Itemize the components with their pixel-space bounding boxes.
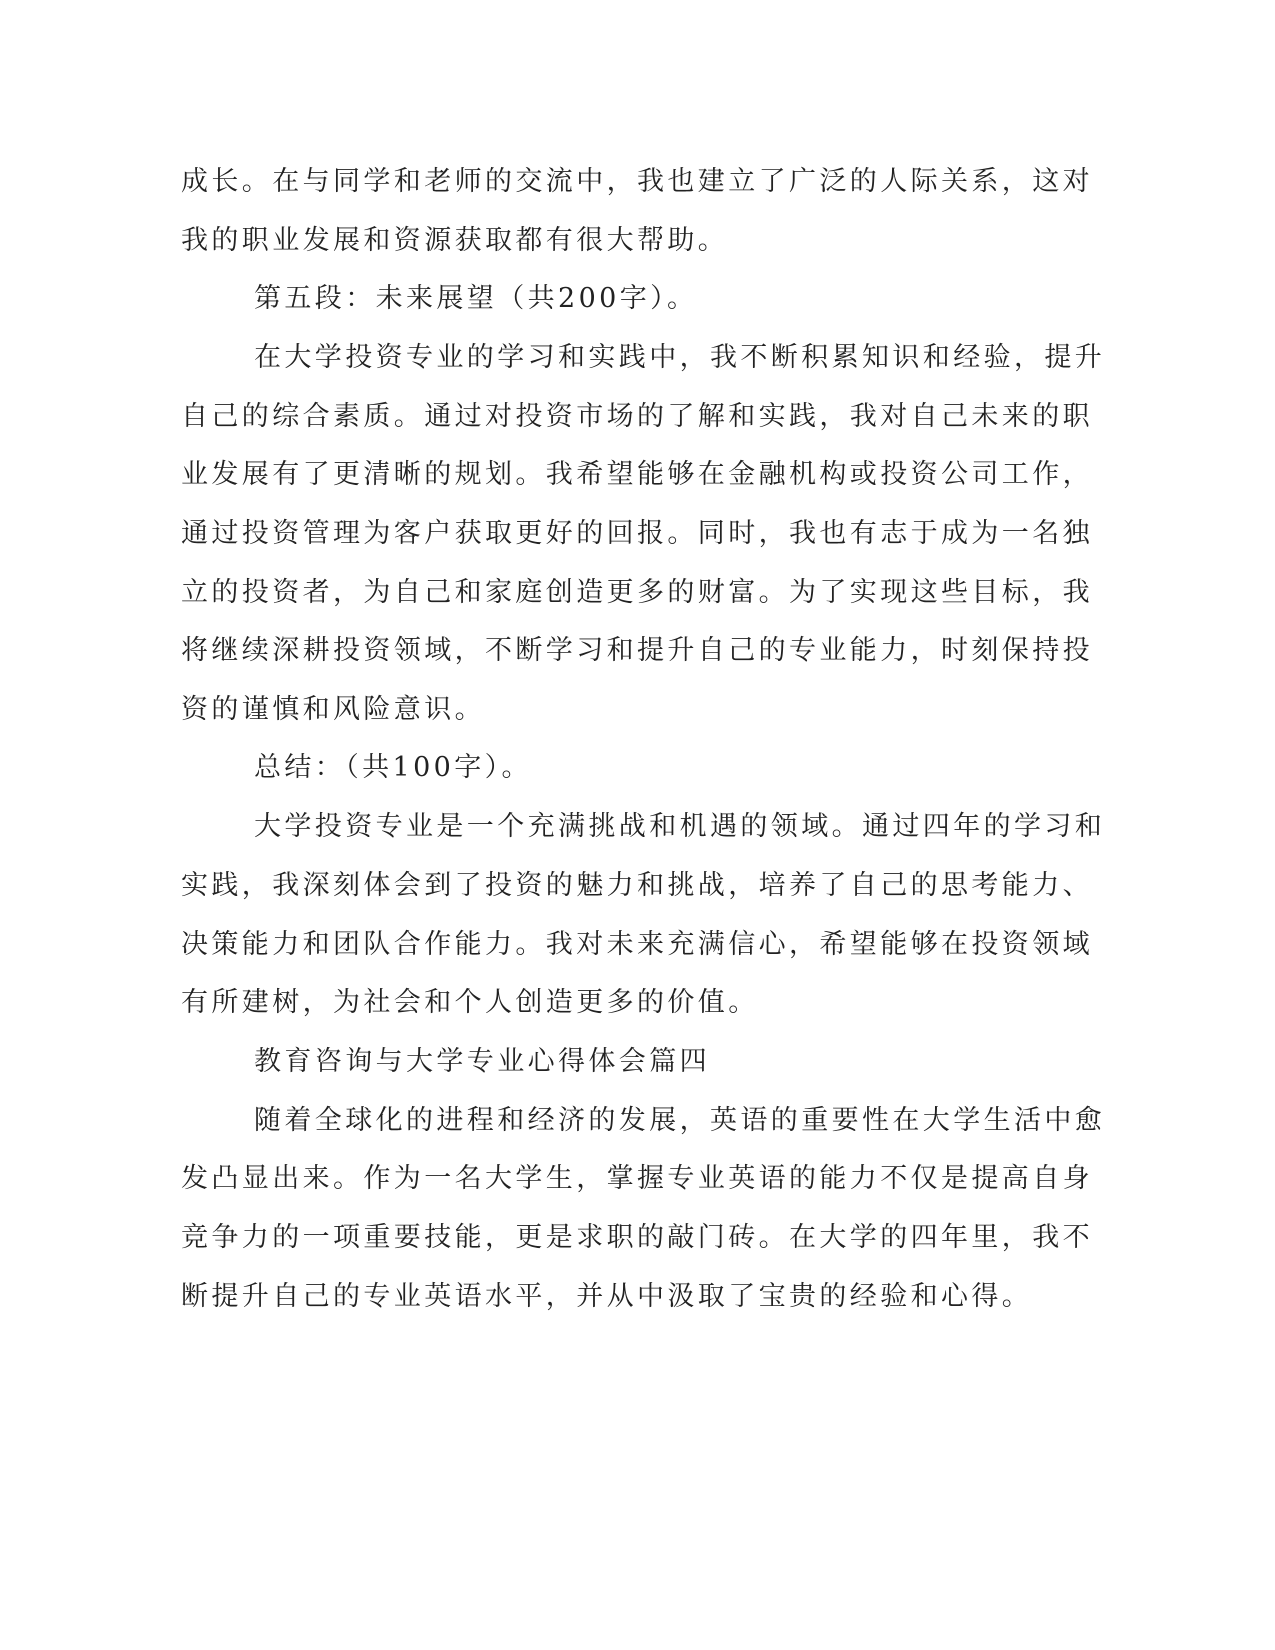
text-line <box>0 633 1275 669</box>
text-line-content: 随着全球化的进程和经济的发展，英语的重要性在大学生活中愈 <box>254 1105 1106 1136</box>
text-line-content: 我的职业发展和资源获取都有很大帮助。 <box>181 225 729 256</box>
text-line <box>0 1220 1275 1256</box>
text-line <box>0 692 1275 728</box>
text-line-content: 断提升自己的专业英语水平，并从中汲取了宝贵的经验和心得。 <box>181 1281 1033 1312</box>
text-line-content: 通过投资管理为客户获取更好的回报。同时，我也有志于成为一名独 <box>181 518 1093 549</box>
text-line <box>0 516 1275 552</box>
text-line <box>0 1161 1275 1197</box>
text-line-content: 发凸显出来。作为一名大学生，掌握专业英语的能力不仅是提高自身 <box>181 1163 1093 1194</box>
section-heading <box>0 750 1275 786</box>
text-line-content: 资的谨慎和风险意识。 <box>181 694 485 725</box>
text-line <box>0 927 1275 963</box>
text-line-content: 大学投资专业是一个充满挑战和机遇的领域。通过四年的学习和 <box>254 811 1106 842</box>
text-line <box>0 809 1275 845</box>
text-line-content: 在大学投资专业的学习和实践中，我不断积累知识和经验，提升 <box>254 342 1106 373</box>
text-line-content: 立的投资者，为自己和家庭创造更多的财富。为了实现这些目标，我 <box>181 577 1093 608</box>
text-line-content: 自己的综合素质。通过对投资市场的了解和实践，我对自己未来的职 <box>181 401 1093 432</box>
section-heading <box>0 281 1275 317</box>
text-line-content: 第五段：未来展望（共200字）。 <box>254 283 698 314</box>
text-line-content: 有所建树，为社会和个人创造更多的价值。 <box>181 987 759 1018</box>
text-line-content: 教育咨询与大学专业心得体会篇四 <box>254 1046 710 1077</box>
text-line-content: 竞争力的一项重要技能，更是求职的敲门砖。在大学的四年里，我不 <box>181 1222 1093 1253</box>
text-line <box>0 223 1275 259</box>
text-line <box>0 1279 1275 1315</box>
text-line <box>0 399 1275 435</box>
text-line-content: 成长。在与同学和老师的交流中，我也建立了广泛的人际关系，这对 <box>181 166 1093 197</box>
text-line <box>0 868 1275 904</box>
text-line <box>0 575 1275 611</box>
text-line-content: 总结：（共100字）。 <box>254 752 532 783</box>
text-line-content: 决策能力和团队合作能力。我对未来充满信心，希望能够在投资领域 <box>181 929 1093 960</box>
text-line <box>0 985 1275 1021</box>
text-line-content: 业发展有了更清晰的规划。我希望能够在金融机构或投资公司工作， <box>181 459 1093 490</box>
text-line <box>0 340 1275 376</box>
text-line-content: 将继续深耕投资领域，不断学习和提升自己的专业能力，时刻保持投 <box>181 635 1093 666</box>
text-line <box>0 457 1275 493</box>
text-line <box>0 1103 1275 1139</box>
article-title <box>0 1044 1275 1080</box>
text-line <box>0 164 1275 200</box>
text-line-content: 实践，我深刻体会到了投资的魅力和挑战，培养了自己的思考能力、 <box>181 870 1093 901</box>
